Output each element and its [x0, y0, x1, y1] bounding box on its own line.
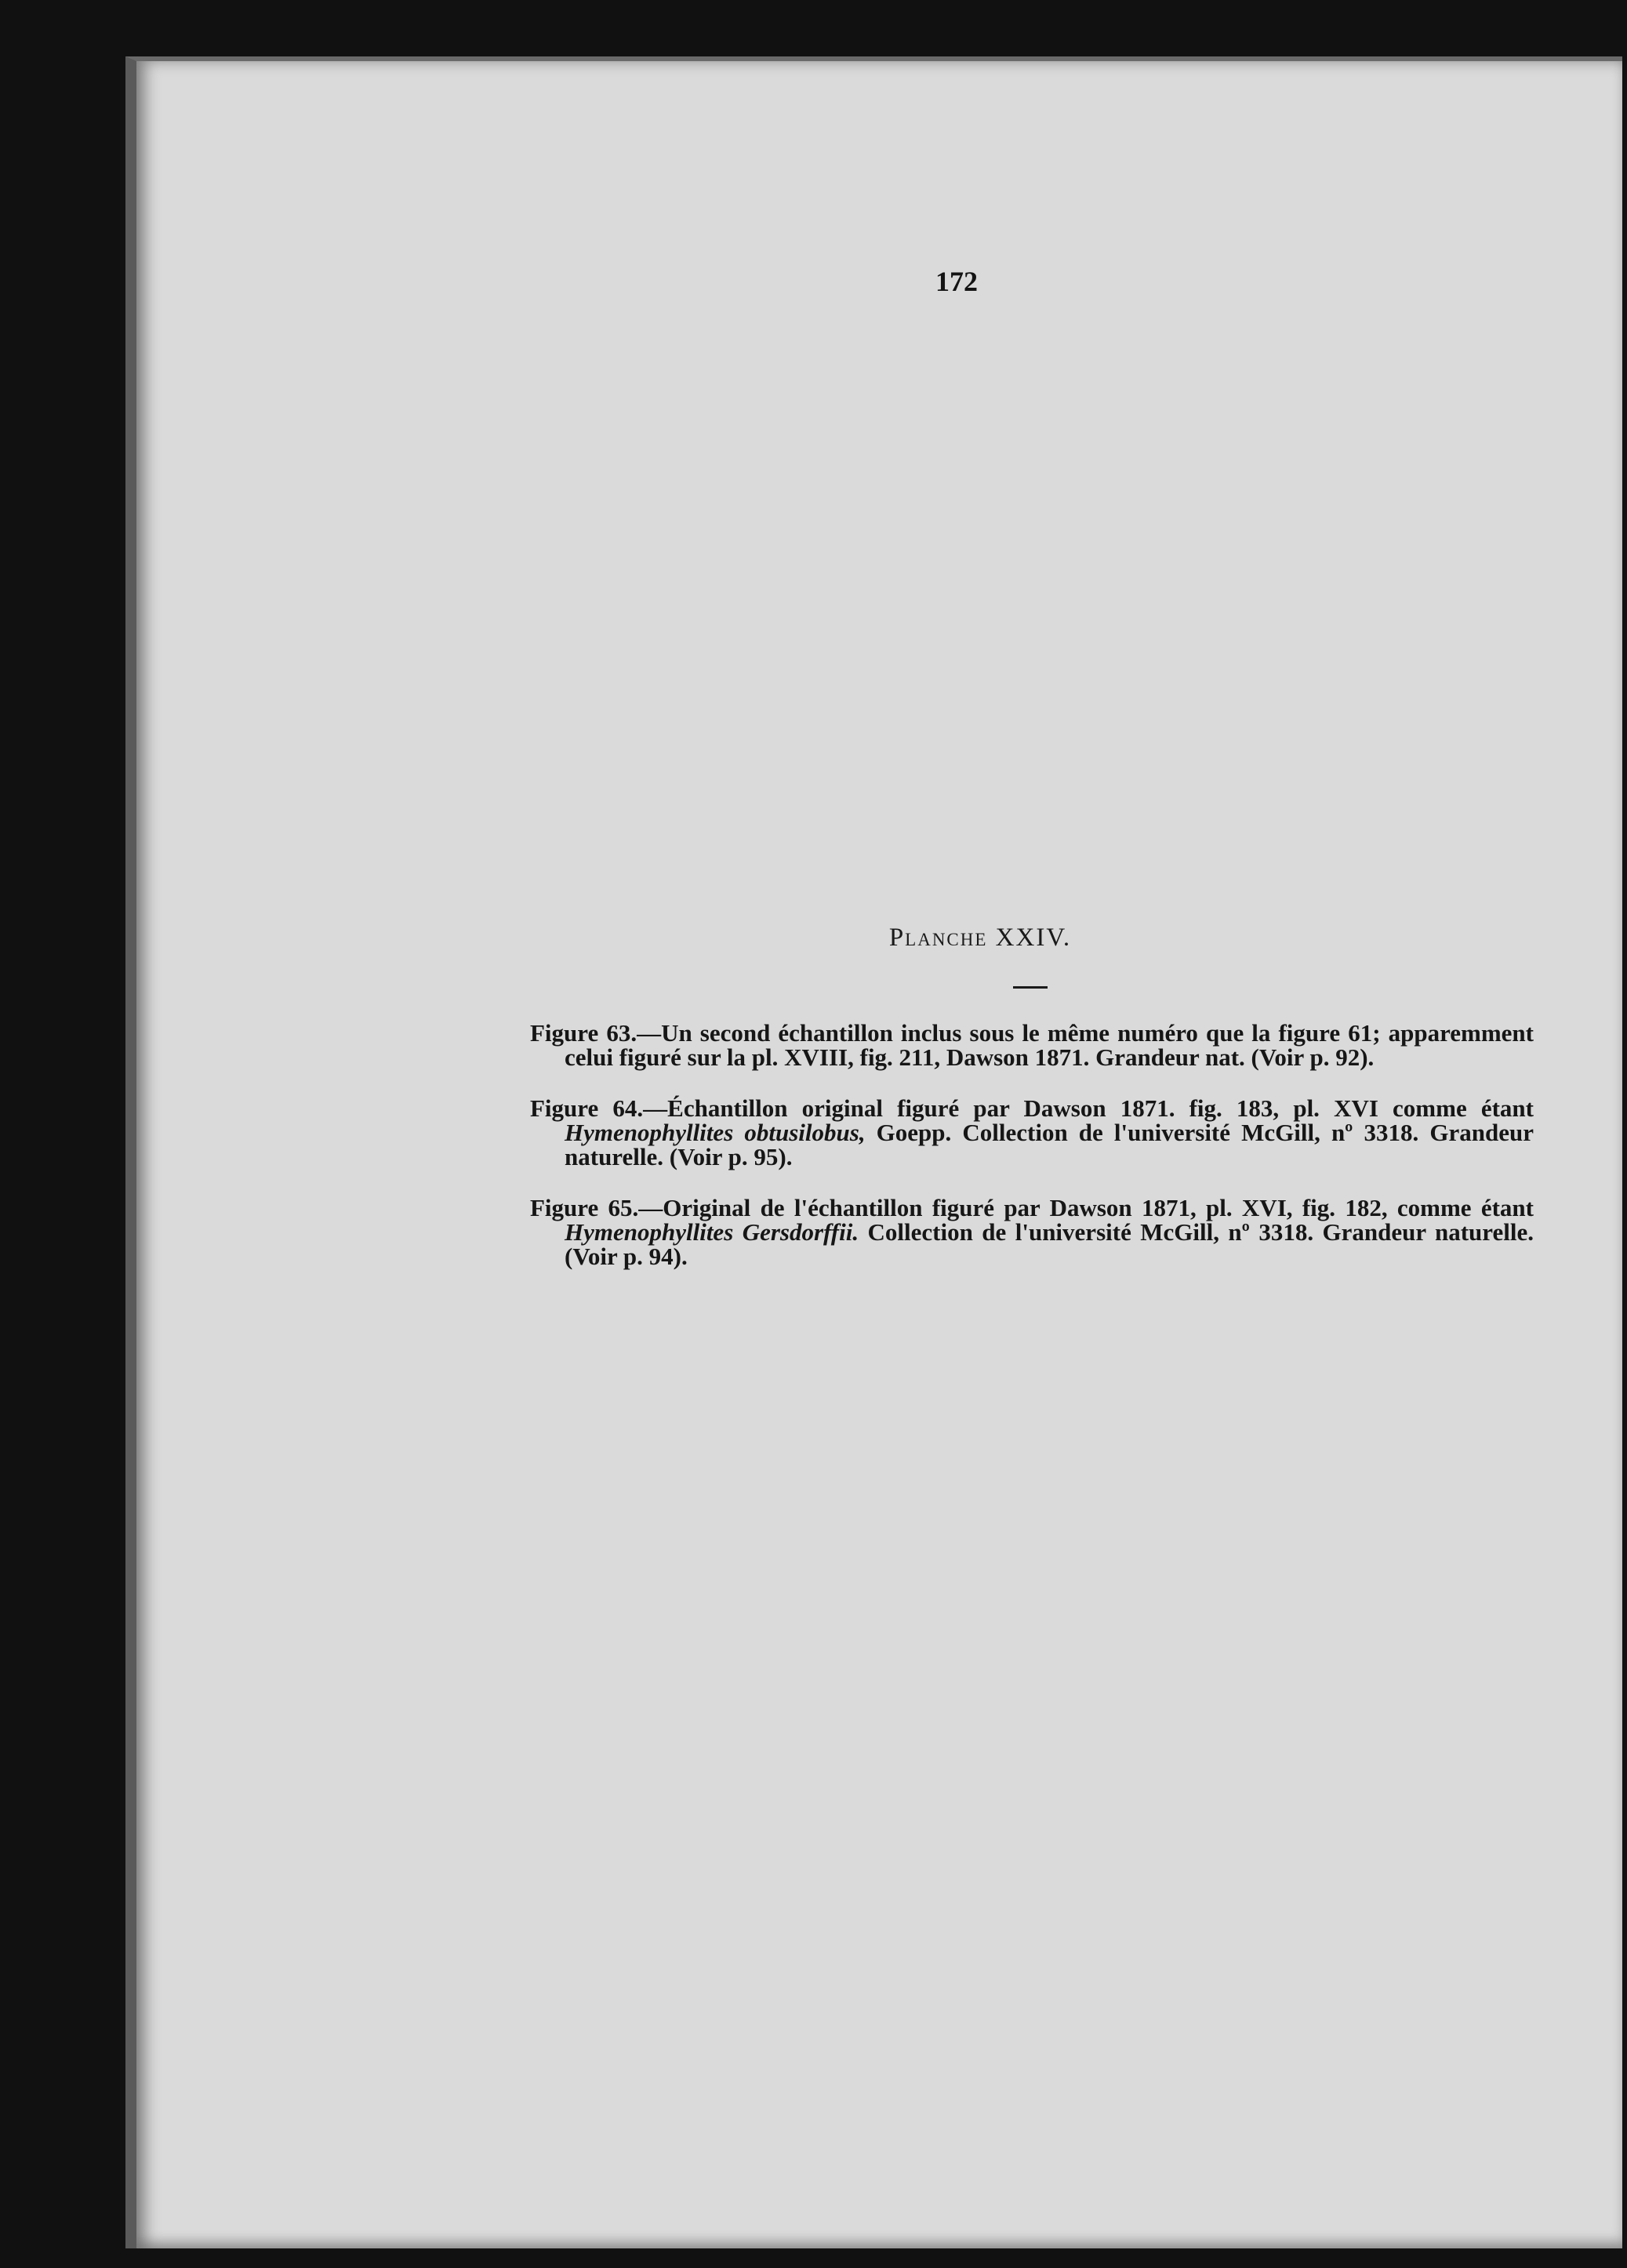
caption-text: Goepp. Collection de l'université McGill, nº 3318. Grandeur naturelle. (Voir p. 95).	[565, 1119, 1534, 1170]
title-rule	[1013, 986, 1048, 989]
caption-figure-63	[530, 1021, 1534, 1069]
species-name: Hymenophyllites Gersdorffii.	[565, 1218, 859, 1246]
caption-text: Figure 65.—Original de l'échantillon figuré par Dawson 1871, pl. XVI, fig. 182, comme étant	[530, 1194, 1534, 1221]
caption-text: Figure 63.—Un second échantillon inclus sous le même numéro que la figure 61; apparemment celui figuré sur la pl. XVIII, fig. 211, Dawson 1871. Grandeur nat. (Voir p. 92).	[530, 1019, 1534, 1071]
figure-captions	[530, 1021, 1534, 1295]
page-number: 172	[935, 266, 978, 297]
plate-title: Planche XXIV.	[888, 924, 1072, 952]
caption-text: Collection de l'université McGill, nº 3318. Grandeur naturelle. (Voir p. 94).	[565, 1218, 1534, 1270]
caption-text: Figure 64.—Échantillon original figuré par Dawson 1871. fig. 183, pl. XVI comme étant	[530, 1094, 1534, 1122]
caption-figure-65	[530, 1196, 1534, 1268]
species-name: Hymenophyllites obtusilobus,	[565, 1119, 866, 1146]
caption-figure-64	[530, 1096, 1534, 1169]
